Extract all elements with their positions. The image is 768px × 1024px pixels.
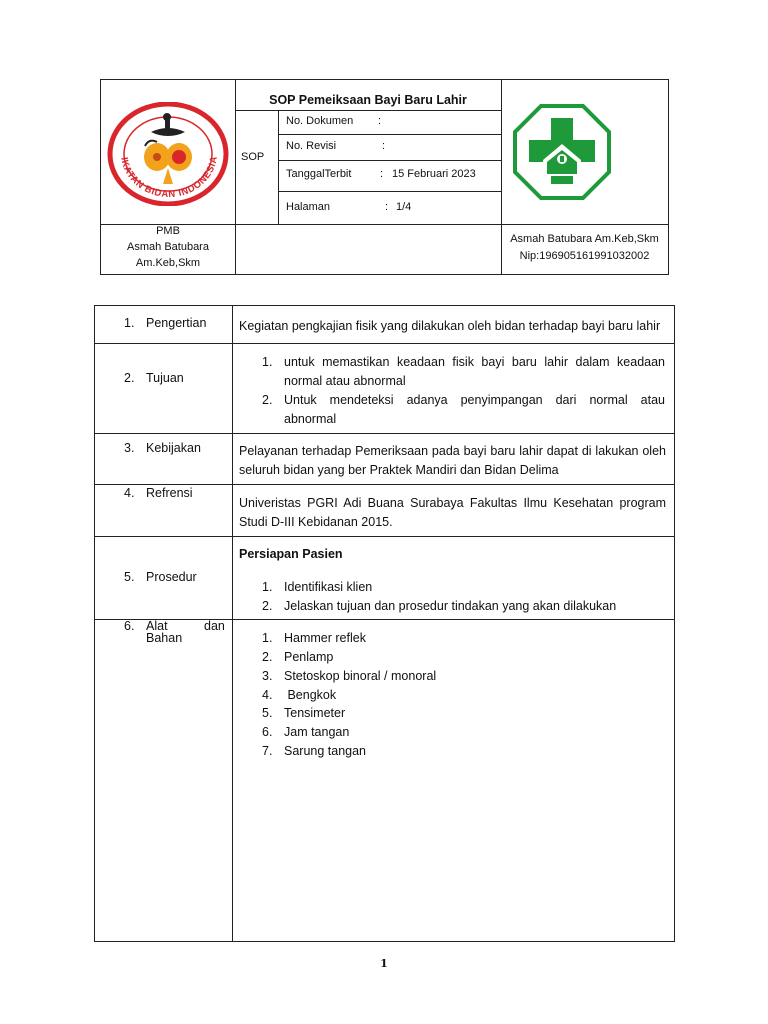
row-label: TanggalTerbit [286, 168, 352, 180]
footer-left [101, 224, 235, 269]
row-value: 1/4 [396, 201, 412, 213]
row-sep: : [380, 168, 384, 180]
sop-label: SOP [241, 151, 265, 163]
divider [95, 536, 674, 537]
row-label: No. Dokumen [286, 115, 354, 127]
list-item: Jam tangan [284, 725, 350, 739]
list-item: Jelaskan tujuan dan prosedur tindakan yang akan dilakukan [284, 599, 617, 613]
prosedur-heading: Persiapan Pasien [239, 547, 343, 561]
list-item: Penlamp [284, 650, 334, 664]
footer-left-line: Am.Keb,Skm [135, 257, 201, 269]
footer-left-line: PMB [156, 225, 180, 237]
section-label: Pengertian [146, 316, 207, 330]
list-number: 3. [262, 669, 273, 683]
list-item: Tensimeter [284, 706, 346, 720]
list-item: Untuk mendeteksi adanya penyimpangan dari normal atau [284, 393, 665, 407]
divider [278, 191, 501, 192]
row-sep: : [378, 115, 382, 127]
list-number: 2. [262, 599, 273, 613]
section-number: 2. [124, 371, 135, 385]
list-item: normal atau abnormal [284, 374, 406, 388]
health-logo [513, 104, 611, 205]
section-number: 3. [124, 441, 135, 455]
section-label: Refrensi [146, 486, 193, 500]
section-label: dan [204, 619, 225, 633]
document-title: SOP Pemeiksaan Bayi Baru Lahir [269, 93, 467, 107]
section-label: Kebijakan [146, 441, 201, 455]
logo-arc-text: IKATAN BIDAN INDONESIA [118, 155, 220, 201]
list-number: 6. [262, 725, 273, 739]
content-table [94, 305, 675, 942]
health-cross-icon [513, 104, 611, 200]
list-item: untuk memastikan keadaan fisik bayi baru lahir dalam keadaan [284, 355, 665, 369]
list-item: Identifikasi klien [284, 580, 373, 594]
divider [278, 134, 501, 135]
section-label: Prosedur [146, 570, 197, 584]
list-item: abnormal [284, 412, 337, 426]
row-sep: : [382, 140, 386, 152]
refrensi-text: Studi D-III Kebidanan 2015. [239, 515, 393, 529]
list-number: 5. [262, 706, 273, 720]
ibi-logo [107, 102, 229, 211]
kebijakan-text: Pelayanan terhadap Pemeriksaan pada bayi baru lahir dapat di lakukan oleh [239, 444, 666, 458]
footer-right-line: Nip:196905161991032002 [519, 250, 650, 262]
refrensi-text: Univeristas PGRI Adi Buana Surabaya Fakultas Ilmu Kesehatan program [239, 496, 666, 510]
pengertian-text: Kegiatan pengkajian fisik yang dilakukan oleh bidan terhadap bayi baru lahir [239, 319, 661, 333]
list-number: 4. [262, 688, 273, 702]
divider [95, 484, 674, 485]
divider [235, 110, 501, 111]
list-number: 1. [262, 631, 273, 645]
list-number: 1. [262, 580, 273, 594]
divider [95, 433, 674, 434]
section-number: 4. [124, 486, 135, 500]
list-number: 7. [262, 744, 273, 758]
divider [278, 110, 279, 224]
row-value: 15 Februari 2023 [392, 168, 476, 180]
section-number: 1. [124, 316, 135, 330]
section-number: 6. [124, 619, 135, 633]
page-number: 1 [380, 957, 388, 970]
divider [278, 160, 501, 161]
divider [95, 343, 674, 344]
section-label: Alat [146, 619, 168, 633]
section-label: Bahan [146, 631, 183, 645]
list-item: Sarung tangan [284, 744, 367, 758]
list-number: 2. [262, 650, 273, 664]
list-item: Bengkok [284, 688, 337, 702]
row-label: Halaman [286, 201, 331, 213]
footer-left-line: Asmah Batubara [127, 241, 209, 253]
section-label: Tujuan [146, 371, 184, 385]
row-sep: : [385, 201, 389, 213]
ibi-logo-icon [107, 102, 229, 206]
divider [95, 619, 674, 620]
header-table [100, 79, 669, 275]
footer-right [501, 233, 668, 262]
divider [232, 306, 233, 942]
kebijakan-text: seluruh bidan yang ber Praktek Mandiri dan Bidan Delima [239, 463, 559, 477]
row-label: No. Revisi [286, 140, 337, 152]
list-number: 2. [262, 393, 273, 407]
section-number: 5. [124, 570, 135, 584]
footer-right-line: Asmah Batubara Am.Keb,Skm [510, 233, 659, 245]
list-item: Stetoskop binoral / monoral [284, 669, 437, 683]
list-number: 1. [262, 355, 273, 369]
list-item: Hammer reflek [284, 631, 366, 645]
